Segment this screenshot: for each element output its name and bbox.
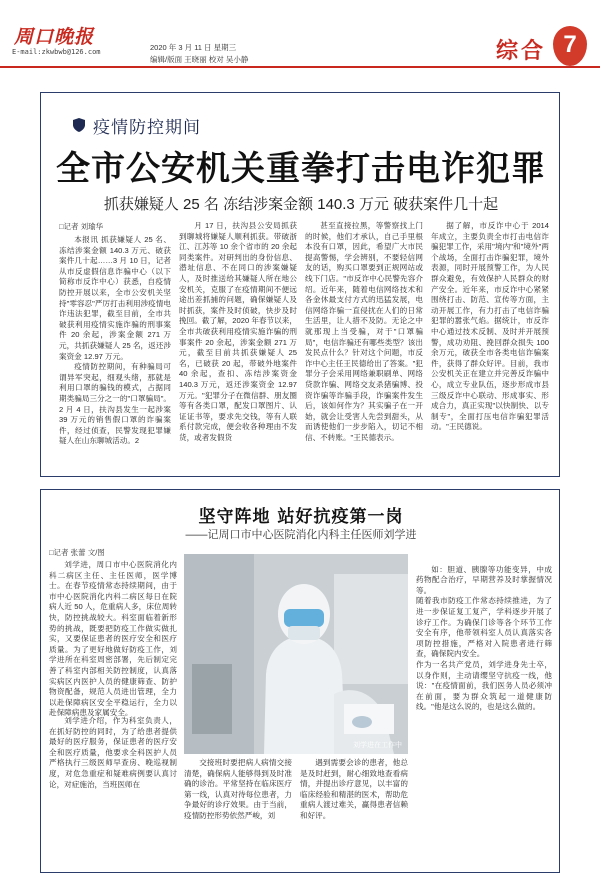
photo-caption: 刘学进在工作中 — [353, 742, 402, 749]
article-kicker: 疫情防控期间 — [93, 118, 201, 137]
article-column-4 — [431, 221, 549, 471]
subheadline: ——记周口市中心医院消化内科主任医师刘学进 — [185, 529, 417, 541]
paragraph: 交接班时要把病人病情交接清楚，确保病人能够得到及时准确的诊治。平常坚持在临床医疗第一线，认真对待每位患者，力争最好的诊疗效果。由于当前，疫情防控形势依然严峻，刘 — [184, 758, 292, 820]
paragraph: 本报讯 抓获嫌疑人 25 名、冻结涉案金额 140.3 万元、破获案件几十起……3 月 10 日，记者从市反虚假信息诈骗中心（以下简称市反诈中心）获悉，自疫情防控开展以来，全市公安机关坚持"零容忍"严厉打击利用涉疫情电诈违法犯罪，截至目前，全市共破获利用疫情实施诈骗的刑事案件 20 余起，涉案金额 271 万元，共抓获嫌疑人 25 名，返还涉案资金 12.97 万元。 — [59, 235, 171, 361]
section-title: 综合 — [496, 38, 547, 64]
article-column-3 — [305, 221, 423, 471]
article-column-2 — [49, 716, 177, 866]
paragraph: 疫情防控期间，有种骗局可谓异军突起，细观头绪，那就是利用口罩的骗钱的模式，占据同期类骗局三分之一的"口罩骗局"。2 月 4 日，扶沟县发生一起涉案 39 万元的销售假口罩的诈骗案件，经过侦查，民警发现犯罪嫌疑人在山东聊城活动。2 — [59, 362, 171, 446]
paragraph: 甚至直接拉黑，等警察找上门的时候，他们才承认，自己手里根本没有口罩，因此，希望广大市民提高警惕，学会辨别，不要轻信网友的话，购买口罩要到正规网站或线下门店。"市反诈中心民警先容介绍。近年来，随着电信网络技术和各金休最支付方式的迅猛发展，电信网络诈骗一直侵扰在人们的日常生活里，让人措不及防。无论之中就那现上当受骗，对于"口罩骗局"，电信诈骗还有哪些类型？该出发民点什么？针对这个问题，市反诈中心主任王民德给出了答案。"犯罪分子会采用网络兼职刷单、网络贷款诈骗、网络交友杀猪骗博、投资诈骗等诈骗手段，诈骗案件发生后，该如何作为？其实骗子在一开始，就会让受害人先尝到甜头，从而诱使他们一步步陷入，切记不相信、不转账。"王民德表示。 — [305, 221, 423, 442]
article-fraud-crackdown — [40, 92, 560, 477]
article-column-1 — [49, 560, 177, 718]
byline: □记者 张蕾 文/图 — [49, 548, 105, 557]
article-column-2 — [179, 221, 297, 471]
article-doctor-profile — [40, 489, 560, 873]
paragraph: 遇到需要会诊的患者，他总是及时赶到，耐心细致地查看病情，并提出诊疗意见，以丰富的临床经验和精湛的医术，帮助危重病人渡过难关，赢得患者信赖和好评。 — [300, 758, 408, 820]
paragraph: 如：胆道、胰腺等功能变异，中成药物配合治疗，早期营养及时掌握情况等。 随着我市防疫工作常态持续推进，为了进一步保证复工复产，学科逐步开展了诊疗工作。为确保门诊等各个环节工作安全有序，他带领科室人员认真落实各项防控措施，严格对入院患者进行筛查，确保院内安全。 作为一名共产党员，刘学进身先士卒，以身作则，主动请缨坚守抗疫一线，他说："在疫情面前，我们医务人员必须冲在前面，要为群众筑起一道健康防线。"他是这么说的，也是这么做的。 — [416, 564, 552, 712]
article-column-4 — [300, 758, 408, 866]
paragraph: 据了解，市反诈中心于 2014 年成立，主要负责全市打击电信诈骗犯罪工作，采用"境内"和"境外"两个战场，全面打击诈骗犯罪，境外表源，同时开展预警工作，为人民群众避免，有效保护人民群众的财产安全。近年来，市反诈中心紧紧围绕打击、防范、宣传等方面，主动开展工作，有力打击了电信诈骗犯罪的嚣张气焰。据统计，市反诈中心通过技术反制、及时并开展预警，成功劝阻、挽回群众损失 100 余万元，破获全市各类电信诈骗案件，获得了群众好评。目前，我市公安机关正在建立并完善反诈骗中心，成立专业队伍，逐步形成市县三级反诈中心联动、形成事实、形成合力，真正实现"以快制快、以专制专"，全面打压电信诈骗犯罪活动。"王民德说。 — [431, 221, 549, 432]
article-column-5 — [416, 554, 552, 866]
page-number-badge: 7 — [553, 26, 587, 66]
doctor-photo — [184, 554, 408, 754]
byline: □记者 刘瑜华 — [59, 222, 104, 231]
shield-icon — [71, 117, 87, 133]
subheadline: 抓获嫌疑人 25 名 冻结涉案金额 140.3 万元 破获案件几十起 — [103, 196, 499, 213]
paragraph: 刘学进，周口市中心医院消化内科二病区主任、主任医师，医学博士。在春节疫情常态持续期间，由于市中心医院消化内科二病区每日在院病人近 50 人，危重病人多，床位周转快，防控挑战较大。科室面临着新形势的挑战，既要把防疫工作做实做扎实，又要保证患者的医疗安全和医疗质量。为了更好地做好防疫工作，刘学进所在科室周密部署，先后制定完善了科室内部相关防控制度，认真落实病区内医护人员的健康筛查、防护物资配备，规范人员进出管理，全力以赴保障病区安全平稳运行，全力以赴保障病患及家属安全。 — [49, 560, 177, 718]
paragraph: 刘学进介绍，作为科室负责人，在抓好防控的同时，为了给患者提供最好的医疗服务，保证患者的医疗安全和医疗质量，他要求全科医护人员严格执行三级医师早查房、晚巡视制度，对危急重症和疑难病例要认真讨论，对症施治，当班医师在 — [49, 716, 177, 789]
newspaper-logo: 周口晚报 — [14, 26, 95, 48]
headline: 坚守阵地 站好抗疫第一岗 — [198, 507, 404, 527]
issue-date: 2020 年 3 月 11 日 星期三 — [150, 43, 237, 52]
contact-email: E-mail:zkwbwb@126.com — [12, 48, 101, 56]
editors-line: 编辑/版面 王晓丽 校对 吴小静 — [150, 55, 249, 64]
paragraph: 月 17 日，扶沟县公安局抓获到聊城将嫌疑人顺利抓获。带破浙江、江苏等 10 余个省市的 20 余起同类案件。对研判出的身份信息、潜址信息、不在同口的涉案嫌疑人，及时推送给其嫌疑人所在地公安机关，克服了在疫情期间不便远途出差抓捕的问题，确保嫌疑人及时抓获，案件及时侦破，快步及时挽回。截了解，2020 年春节以来，全市共破获利用疫情实施诈骗的刑事案件 20 余起，涉案金额 271 万元，截至目前共抓获嫌疑人 25 名，已破获 20 起，带破外地案件 40 余起，查扣、冻结涉案资金 140.3 万元，返还涉案资金 12.97 万元。"犯罪分子在微信群、朋友圈等有各类口罩，配发口罩图片、认证证书等，要求先交钱，等有人联系付款完成，便会收各种理由不发货，或者发假货 — [179, 221, 297, 442]
article-column-3 — [184, 758, 292, 866]
article-column-1 — [59, 235, 171, 471]
headline: 全市公安机关重拳打击电诈犯罪 — [56, 149, 546, 189]
doctor-illustration — [184, 554, 408, 754]
masthead — [0, 0, 600, 68]
